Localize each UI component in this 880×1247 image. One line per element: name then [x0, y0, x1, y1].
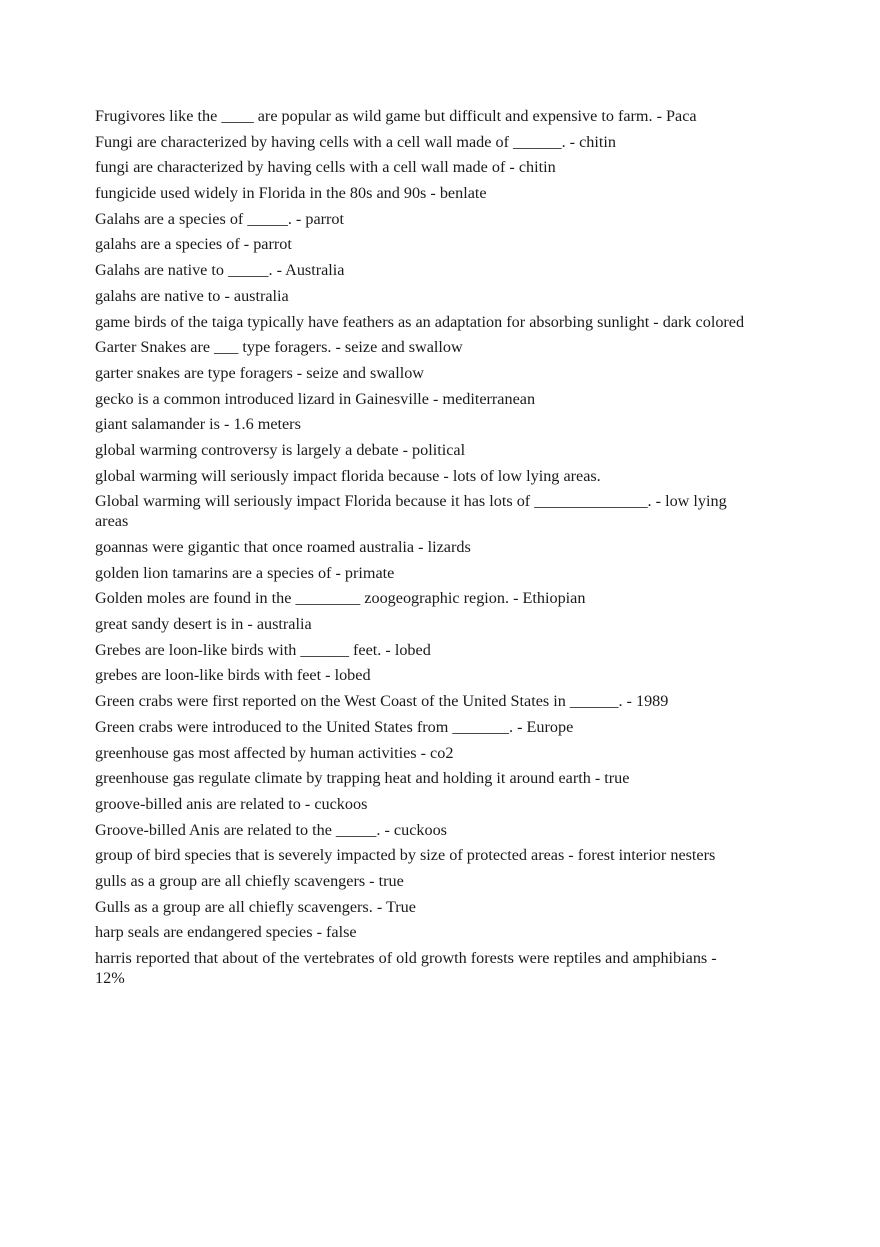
- flashcard-entry: galahs are a species of - parrot: [95, 235, 292, 254]
- flashcard-entry: Frugivores like the ____ are popular as wild game but difficult and expensive to farm. - Paca: [95, 107, 697, 125]
- flashcard-entry: Galahs are a species of _____. - parrot: [95, 209, 345, 228]
- flashcard-list: [95, 106, 745, 994]
- flashcard-entry: Garter Snakes are ___ type foragers. - seize and swallow: [95, 338, 463, 357]
- flashcard-entry: harris reported that about of the vertebrates of old growth forests were reptiles and amphibians - 12%: [95, 949, 717, 987]
- flashcard-entry: golden lion tamarins are a species of - primate: [95, 563, 395, 582]
- flashcard-entry: Fungi are characterized by having cells with a cell wall made of ______. - chitin: [95, 132, 616, 151]
- flashcard-entry: gecko is a common introduced lizard in Gainesville - mediterranean: [95, 389, 536, 408]
- flashcard-entry: greenhouse gas most affected by human activities - co2: [95, 743, 454, 762]
- flashcard-entry: fungi are characterized by having cells with a cell wall made of - chitin: [95, 158, 556, 177]
- flashcard-entry: goannas were gigantic that once roamed australia - lizards: [95, 538, 471, 556]
- flashcard-entry: harp seals are endangered species - false: [95, 923, 357, 942]
- flashcard-entry: fungicide used widely in Florida in the 80s and 90s - benlate: [95, 184, 487, 203]
- flashcard-entry: game birds of the taiga typically have feathers as an adaptation for absorbing sunlight - dark colored: [95, 312, 745, 331]
- flashcard-entry: Galahs are native to _____. - Australia: [95, 261, 345, 280]
- flashcard-entry: Grebes are loon-like birds with ______ feet. - lobed: [95, 640, 431, 659]
- flashcard-entry: group of bird species that is severely impacted by size of protected areas - forest interior nesters: [95, 846, 716, 865]
- flashcard-entry: Gulls as a group are all chiefly scavengers. - True: [95, 897, 416, 916]
- flashcard-entry: Green crabs were introduced to the United States from _______. - Europe: [95, 717, 574, 736]
- flashcard-entry: gulls as a group are all chiefly scavengers - true: [95, 871, 404, 890]
- flashcard-entry: Groove-billed Anis are related to the _____. - cuckoos: [95, 820, 447, 839]
- flashcard-entry: Global warming will seriously impact Florida because it has lots of ______________. - low lying areas: [95, 492, 727, 531]
- flashcard-entry: giant salamander is - 1.6 meters: [95, 415, 301, 434]
- flashcard-entry: Golden moles are found in the ________ zoogeographic region. - Ethiopian: [95, 589, 586, 608]
- flashcard-entry: great sandy desert is in - australia: [95, 615, 312, 634]
- flashcard-entry: greenhouse gas regulate climate by trapping heat and holding it around earth - true: [95, 769, 630, 788]
- flashcard-entry: global warming controversy is largely a debate - political: [95, 440, 466, 459]
- flashcard-entry: galahs are native to - australia: [95, 286, 289, 305]
- flashcard-entry: grebes are loon-like birds with feet - lobed: [95, 666, 371, 685]
- flashcard-entry: garter snakes are type foragers - seize and swallow: [95, 363, 424, 382]
- flashcard-entry: global warming will seriously impact florida because - lots of low lying areas.: [95, 466, 601, 485]
- flashcard-entry: groove-billed anis are related to - cuckoos: [95, 794, 368, 813]
- flashcard-entry: Green crabs were first reported on the West Coast of the United States in ______. - 1989: [95, 692, 669, 711]
